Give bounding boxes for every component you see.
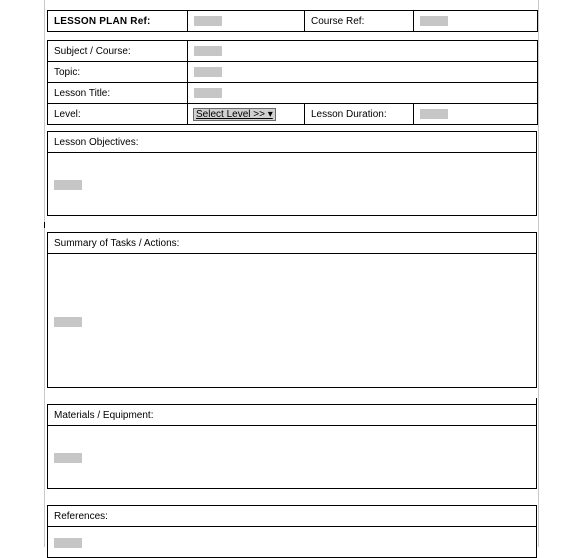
subject-course-label: Subject / Course: xyxy=(48,41,188,62)
topic-label: Topic: xyxy=(48,62,188,83)
lesson-title-label: Lesson Title: xyxy=(48,83,188,104)
lesson-plan-ref-label: LESSON PLAN Ref: xyxy=(48,11,188,32)
text-placeholder[interactable] xyxy=(54,453,82,463)
materials-equipment-field[interactable] xyxy=(48,426,537,489)
page-edge-left xyxy=(44,0,45,547)
summary-table xyxy=(47,232,537,388)
subject-course-field[interactable] xyxy=(188,41,538,62)
text-placeholder[interactable] xyxy=(54,180,82,190)
text-placeholder[interactable] xyxy=(54,317,82,327)
level-dropdown[interactable]: Select Level >> ▾ xyxy=(193,108,276,121)
lesson-title-field[interactable] xyxy=(188,83,538,104)
objectives-table xyxy=(47,131,537,216)
level-field xyxy=(188,104,305,125)
summary-tasks-field[interactable] xyxy=(48,254,537,388)
text-placeholder[interactable] xyxy=(194,16,222,26)
lesson-objectives-label: Lesson Objectives: xyxy=(48,132,537,153)
references-field[interactable] xyxy=(48,527,537,558)
level-label: Level: xyxy=(48,104,188,125)
text-placeholder[interactable] xyxy=(194,67,222,77)
materials-table xyxy=(47,404,537,489)
lesson-duration-label: Lesson Duration: xyxy=(305,104,414,125)
page-edge-mark xyxy=(44,222,49,228)
lesson-plan-ref-field[interactable] xyxy=(188,11,305,32)
lesson-objectives-field[interactable] xyxy=(48,153,537,216)
references-label: References: xyxy=(48,506,537,527)
text-placeholder[interactable] xyxy=(420,109,448,119)
summary-tasks-label: Summary of Tasks / Actions: xyxy=(48,233,537,254)
header-table xyxy=(47,10,538,32)
materials-equipment-label: Materials / Equipment: xyxy=(48,405,537,426)
text-placeholder[interactable] xyxy=(420,16,448,26)
text-placeholder[interactable] xyxy=(194,46,222,56)
text-placeholder[interactable] xyxy=(194,88,222,98)
course-ref-label: Course Ref: xyxy=(305,11,414,32)
details-table xyxy=(47,40,538,125)
references-table xyxy=(47,505,537,558)
lesson-duration-field[interactable] xyxy=(414,104,538,125)
page-edge-right xyxy=(538,0,539,547)
topic-field[interactable] xyxy=(188,62,538,83)
course-ref-field[interactable] xyxy=(414,11,538,32)
